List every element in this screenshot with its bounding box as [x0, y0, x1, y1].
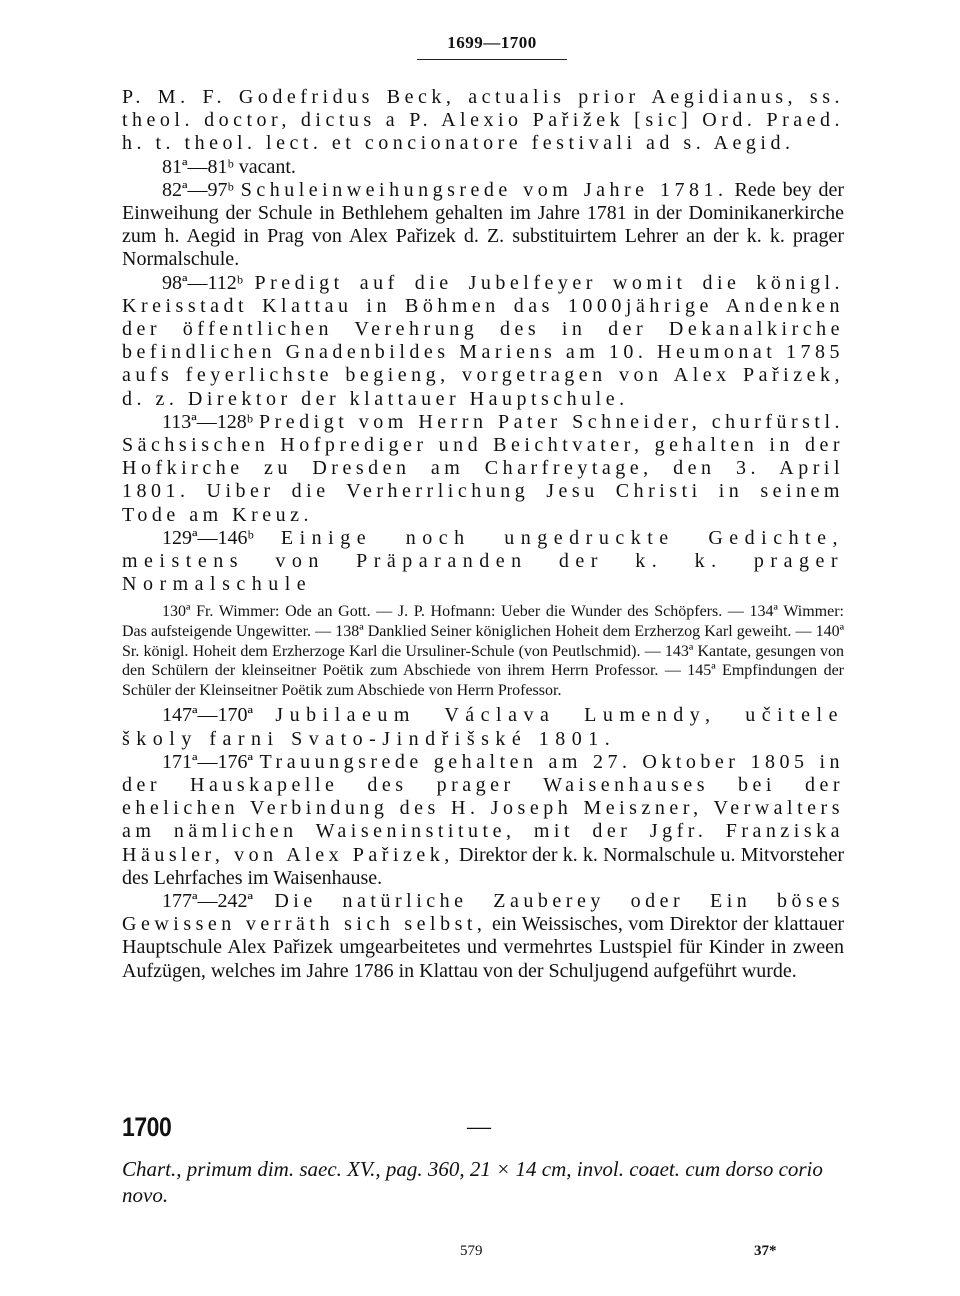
- work-title: Einige noch ungedruckte Gedichte, meistens von Präparanden der k. k. prager Normalschule: [122, 526, 845, 596]
- paragraph-text: Direktor der k. k. Normalschule u. Mitvorsteher des Lehrfaches im Waisenhause.: [122, 843, 845, 889]
- paragraph-zauberey: [122, 890, 844, 983]
- entry-number: 1700: [122, 1112, 172, 1142]
- paragraph-beck: P. M. F. Godefridus Beck, actualis prior Aegidianus, ss. theol. doctor, dictus a P. Alexio Pařižek [sic] Ord. Praed. h. t. theol. lect. et concionatore festivali ad s. Aegid.: [122, 86, 844, 155]
- folio-range: 147ª—170ª: [162, 704, 254, 727]
- work-title: Die natürliche Zauberey oder Ein böses Gewissen verräth sich selbst,: [122, 890, 844, 936]
- paragraph-text: ein Weissisches, vom Direktor der klattauer Hauptschule Alex Pařizek umgearbeitetes und vermehrtes Lustspiel für Kinder in zween Aufzügen, welches im Jahre 1786 in Klattau von der Schuljugend aufgeführt wurde.: [122, 913, 844, 982]
- header-rule: [417, 59, 567, 60]
- work-title: Trauungsrede gehalten am 27. Oktober 1805 in der Hauskapelle des prager Waisenhauses bei der ehelichen Verbindung des H. Joseph Meiszner, Verwalters am nämlichen Waiseninstitute, mit der Jgfr. Franziska Häusler, von Alex Pařizek,: [122, 750, 844, 866]
- work-title: Schuleinweihungsrede vom Jahre 1781.: [240, 178, 728, 201]
- running-head: 1699—1700: [447, 33, 537, 52]
- paragraph-gedichte: [122, 527, 844, 597]
- paragraph-vacant: [122, 156, 844, 179]
- folio-range: 113ª—128ᵇ: [162, 410, 253, 433]
- folio-range: 81ª—81ᵇ: [162, 155, 234, 178]
- entry-dash: —: [467, 1114, 491, 1140]
- paragraph-schuleinweihung: [122, 179, 844, 272]
- page-number: 579: [460, 1243, 483, 1259]
- paragraph-predigt-jubelfeyer: [122, 272, 844, 411]
- paragraph-trauungsrede: [122, 751, 844, 890]
- paragraph-text: vacant.: [238, 155, 296, 178]
- document-page: [122, 0, 844, 1296]
- folio-range: 171ª—176ª: [162, 750, 254, 773]
- catalog-body: [122, 86, 844, 983]
- paragraph-predigt-schneider: [122, 411, 844, 527]
- paragraph-contents-list: 130ª Fr. Wimmer: Ode an Gott. — J. P. Hofmann: Ueber die Wunder des Schöpfers. — 134ª Wimmer: Das aufsteigende Ungewitter. — 138ª Danklied Seiner königlichen Hoheit dem Erzherzog Karl geweiht. — 140ª Sr. königl. Hoheit dem Erzherzoge Karl die Ursuliner-Schule (von Peutlschmid). — 143ª Kantate, gesungen von den Schülern der kleinseitner Poëtik zum Abschiede von ihrem Herrn Professor. — 145ª Empfindungen der Schüler der Kleinseitner Poëtik zum Abschiede von Herrn Professor.: [122, 603, 844, 699]
- paragraph-text: Rede bey der Einweihung der Schule in Bethlehem gehalten im Jahre 1781 in der Dominikanerkirche zum h. Aegid in Prag von Alex Pařizek d. Z. substituirtem Lehrer an der k. k. prager Normalschule.: [122, 178, 845, 271]
- manuscript-description: Chart., primum dim. saec. XV., pag. 360, 21 × 14 cm, invol. coaet. cum dorso corio novo.: [122, 1157, 823, 1207]
- signature-mark: 37*: [754, 1243, 777, 1259]
- folio-range: 129ª—146ᵇ: [162, 526, 254, 549]
- folio-range: 177ª—242ª: [162, 890, 254, 913]
- work-title: Predigt auf die Jubelfeyer womit die königl. Kreisstadt Klattau in Böhmen das 1000jährige Andenken der öffentlichen Verehrung des in der Dekanalkirche befindlichen Gnadenbildes Mariens am 10. Heumonat 1785 aufs feyerlichste begieng, vorgetragen von Alex Pařizek, d. z. Direktor der klattauer Hauptschule.: [122, 271, 845, 410]
- paragraph-jubilaeum: [122, 704, 844, 750]
- work-title: Predigt vom Herrn Pater Schneider, churfürstl. Sächsischen Hofprediger und Beichtvater, gehalten in der Hofkirche zu Dresden am Charfreytage, den 3. April 1801. Uiber die Verherrlichung Jesu Christi in seinem Tode am Kreuz.: [122, 410, 844, 526]
- folio-range: 82ª—97ᵇ: [162, 178, 234, 201]
- folio-range: 98ª—112ᵇ: [162, 271, 243, 294]
- work-title: Jubilaeum Václava Lumendy, učitele školy farni Svato-Jindřišské 1801.: [122, 704, 844, 750]
